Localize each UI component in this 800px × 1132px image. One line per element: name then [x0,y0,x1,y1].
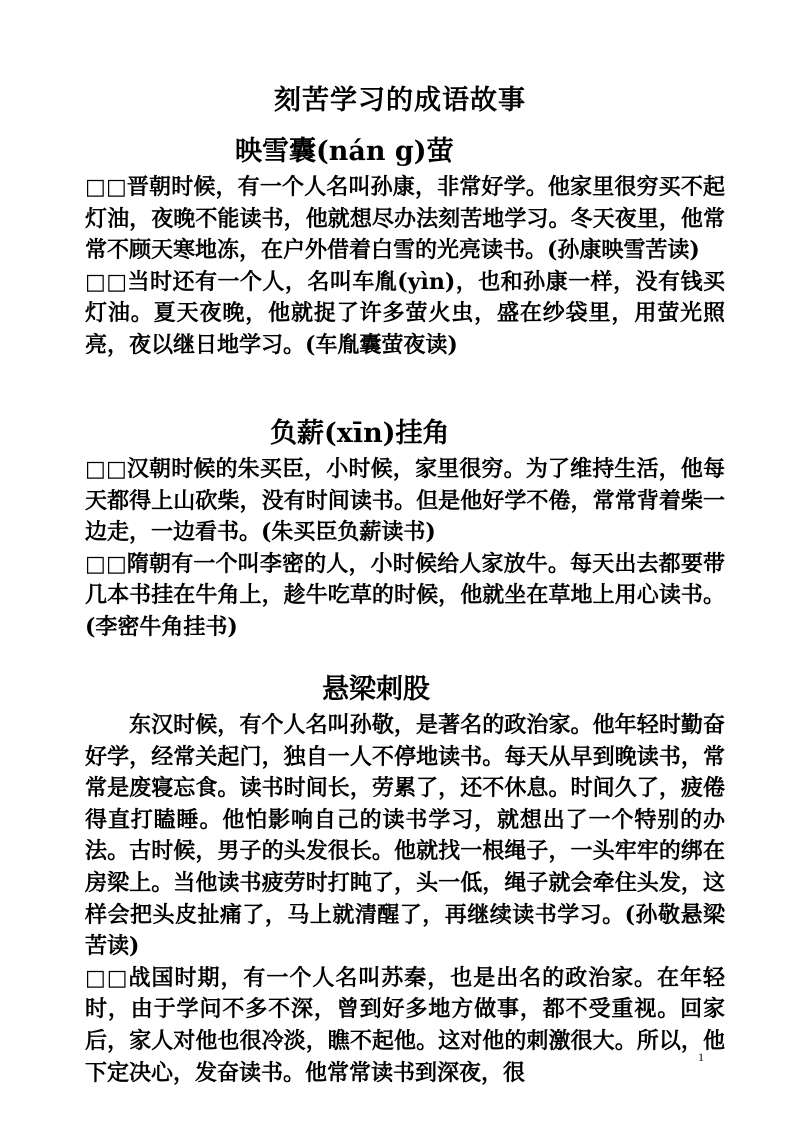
page-number: 1 [698,1050,704,1064]
section-yingxue-nangying [85,132,725,362]
section-title: 悬梁刺股 [322,674,430,705]
section-fuxin-guajiao [85,414,725,644]
paragraph: 东汉时候，有个人名叫孙敬，是著名的政治家。他年轻时勤奋好学，经常关起门，独自一人不停地读书。每天从早到晚读书，常常是废寝忘食。读书时间长，劳累了，还不休息。时间久了，疲倦得直打瞌睡。他怕影响自己的读书学习，就想出了一个特别的办法。古时候，男子的头发很长。他就找一根绳子，一头牢牢的绑在房梁上。当他读书疲劳时打盹了，头一低，绳子就会牵住头发，这样会把头皮扯痛了，马上就清醒了，再继续读书学习。(孙敬悬梁苦读) [85,712,725,960]
document-title: 刻苦学习的成语故事 [274,85,526,116]
section-title: 负薪(xīn)挂角 [270,418,450,449]
paragraph: □□战国时期，有一个人名叫苏秦，也是出名的政治家。在年轻时，由于学问不多不深，曾到好多地方做事，都不受重视。回家后，家人对他也很冷淡，瞧不起他。这对他的刺激很大。所以，他下定决心，发奋读书。他常常读书到深夜，很 [85,964,725,1086]
section-title: 映雪囊(nán g)萤 [235,136,454,167]
paragraph: □□隋朝有一个叫李密的人，小时候给人家放牛。每天出去都要带几本书挂在牛角上，趁牛吃草的时候，他就坐在草地上用心读书。(李密牛角挂书) [85,550,725,640]
paragraph: □□汉朝时候的朱买臣，小时候，家里很穷。为了维持生活，他每天都得上山砍柴，没有时间读书。但是他好学不倦，常常背着柴一边走，一边看书。(朱买臣负薪读书) [85,456,725,546]
paragraph: □□当时还有一个人，名叫车胤(yìn)，也和孙康一样，没有钱买灯油。夏天夜晚，他就捉了许多萤火虫，盛在纱袋里，用萤光照亮，夜以继日地学习。(车胤囊萤夜读) [85,268,725,358]
paragraph: □□晋朝时候，有一个人名叫孙康，非常好学。他家里很穷买不起灯油，夜晚不能读书，他就想尽办法刻苦地学习。冬天夜里，他常常不顾天寒地冻，在户外借着白雪的光亮读书。(孙康映雪苦读) [85,174,725,264]
section-xuanliang-cigu [85,670,725,1089]
